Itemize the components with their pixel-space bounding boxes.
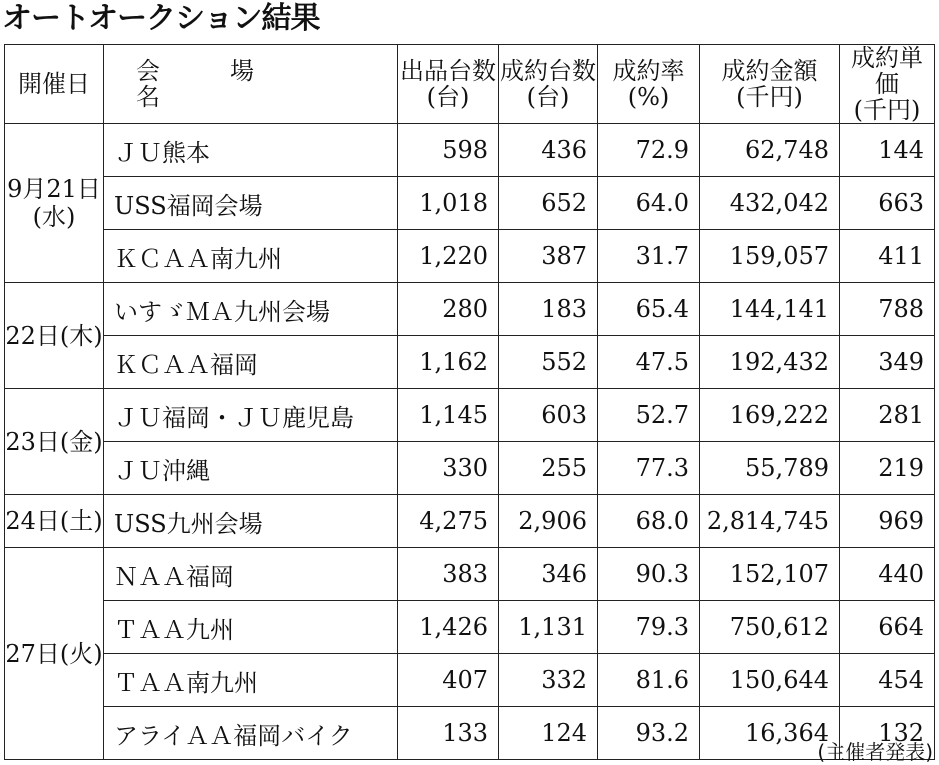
amount-cell: 152,107: [700, 548, 840, 601]
amount-cell: 432,042: [700, 177, 840, 230]
header-row: [5, 45, 935, 124]
amount-cell: 55,789: [700, 442, 840, 495]
listed-cell: 133: [398, 707, 499, 760]
date-cell: [5, 124, 104, 283]
amount-cell: 750,612: [700, 601, 840, 654]
venue-cell: ＪＵ沖縄: [104, 442, 398, 495]
rate-cell: 77.3: [598, 442, 700, 495]
table-row: [5, 495, 935, 548]
unit-cell: 144: [840, 124, 935, 177]
unit-cell: 788: [840, 283, 935, 336]
listed-cell: 1,018: [398, 177, 499, 230]
table-row: [5, 442, 935, 495]
header-rate: [598, 45, 700, 124]
sold-cell: 652: [499, 177, 598, 230]
amount-cell: 169,222: [700, 389, 840, 442]
header-unit: [840, 45, 935, 124]
page-title: オートオークション結果: [2, 1, 320, 36]
unit-cell: 454: [840, 654, 935, 707]
rate-cell: 52.7: [598, 389, 700, 442]
sold-cell: 552: [499, 336, 598, 389]
header-venue: [104, 45, 398, 124]
date-cell: [5, 283, 104, 389]
table-row: [5, 389, 935, 442]
date-weekday: (水): [32, 203, 76, 231]
rate-cell: 81.6: [598, 654, 700, 707]
sold-cell: 332: [499, 654, 598, 707]
header-venue-text: 会場名: [136, 57, 324, 111]
unit-cell: 411: [840, 230, 935, 283]
header-unit-line1: 成約単価: [851, 44, 923, 98]
header-listed: [398, 45, 499, 124]
rate-cell: 64.0: [598, 177, 700, 230]
unit-cell: 969: [840, 495, 935, 548]
table-row: [5, 124, 935, 177]
date-cell: [5, 389, 104, 495]
header-sold-line2: (台): [526, 83, 570, 111]
date-label: 27日(火): [5, 639, 103, 668]
venue-cell: ＫＣＡＡ福岡: [104, 336, 398, 389]
rate-cell: 31.7: [598, 230, 700, 283]
header-listed-line2: (台): [426, 83, 470, 111]
date-label: 22日(木): [5, 321, 103, 350]
unit-cell: 440: [840, 548, 935, 601]
table-row: [5, 548, 935, 601]
unit-cell: 281: [840, 389, 935, 442]
date-label: 24日(土): [5, 507, 103, 535]
listed-cell: 1,162: [398, 336, 499, 389]
sold-cell: 124: [499, 707, 598, 760]
listed-cell: 407: [398, 654, 499, 707]
header-amount-line2: (千円): [736, 83, 803, 111]
amount-cell: 150,644: [700, 654, 840, 707]
auction-results-table: [4, 44, 935, 760]
venue-cell: USS福岡会場: [104, 177, 398, 230]
sold-cell: 603: [499, 389, 598, 442]
table-row: [5, 654, 935, 707]
sold-cell: 183: [499, 283, 598, 336]
table-row: [5, 230, 935, 283]
date-label: 9月21日: [7, 175, 101, 203]
header-rate-line2: (%): [627, 83, 670, 111]
rate-cell: 65.4: [598, 283, 700, 336]
sold-cell: 255: [499, 442, 598, 495]
sold-cell: 1,131: [499, 601, 598, 654]
unit-cell: 132: [840, 707, 935, 760]
venue-cell: ＪＵ福岡・ＪＵ鹿児島: [104, 389, 398, 442]
sold-cell: 436: [499, 124, 598, 177]
listed-cell: 598: [398, 124, 499, 177]
header-amount: [700, 45, 840, 124]
rate-cell: 47.5: [598, 336, 700, 389]
rate-cell: 79.3: [598, 601, 700, 654]
date-cell: [5, 548, 104, 760]
venue-cell: ＫＣＡＡ南九州: [104, 230, 398, 283]
amount-cell: 62,748: [700, 124, 840, 177]
rate-cell: 90.3: [598, 548, 700, 601]
listed-cell: 383: [398, 548, 499, 601]
listed-cell: 1,145: [398, 389, 499, 442]
unit-cell: 219: [840, 442, 935, 495]
table-row: [5, 707, 935, 760]
venue-cell: ＴＡＡ南九州: [104, 654, 398, 707]
header-amount-line1: 成約金額: [721, 57, 818, 85]
venue-cell: アライＡＡ福岡バイク: [104, 707, 398, 760]
header-sold: [499, 45, 598, 124]
listed-cell: 1,220: [398, 230, 499, 283]
sold-cell: 2,906: [499, 495, 598, 548]
header-unit-line2: (千円): [853, 96, 921, 124]
header-date: 開催日: [5, 45, 104, 124]
header-sold-line1: 成約台数: [500, 57, 596, 85]
listed-cell: 330: [398, 442, 499, 495]
unit-cell: 664: [840, 601, 935, 654]
venue-cell: ＴＡＡ九州: [104, 601, 398, 654]
amount-cell: 2,814,745: [700, 495, 840, 548]
amount-cell: 192,432: [700, 336, 840, 389]
amount-cell: 16,364: [700, 707, 840, 760]
table-body: [5, 124, 935, 760]
unit-cell: 663: [840, 177, 935, 230]
venue-cell: USS九州会場: [104, 495, 398, 548]
table-row: [5, 283, 935, 336]
sold-cell: 387: [499, 230, 598, 283]
venue-cell: いすゞＭＡ九州会場: [104, 283, 398, 336]
table-row: [5, 336, 935, 389]
amount-cell: 159,057: [700, 230, 840, 283]
rate-cell: 72.9: [598, 124, 700, 177]
header-listed-line1: 出品台数: [400, 57, 496, 85]
amount-cell: 144,141: [700, 283, 840, 336]
listed-cell: 1,426: [398, 601, 499, 654]
sold-cell: 346: [499, 548, 598, 601]
rate-cell: 68.0: [598, 495, 700, 548]
venue-cell: ＮＡＡ福岡: [104, 548, 398, 601]
table-row: [5, 177, 935, 230]
venue-cell: ＪＵ熊本: [104, 124, 398, 177]
rate-cell: 93.2: [598, 707, 700, 760]
date-label: 23日(金): [5, 427, 103, 456]
header-rate-line1: 成約率: [612, 57, 685, 85]
unit-cell: 349: [840, 336, 935, 389]
source-note: (主催者発表): [817, 740, 933, 764]
table-row: [5, 601, 935, 654]
date-cell: [5, 495, 104, 548]
listed-cell: 280: [398, 283, 499, 336]
listed-cell: 4,275: [398, 495, 499, 548]
